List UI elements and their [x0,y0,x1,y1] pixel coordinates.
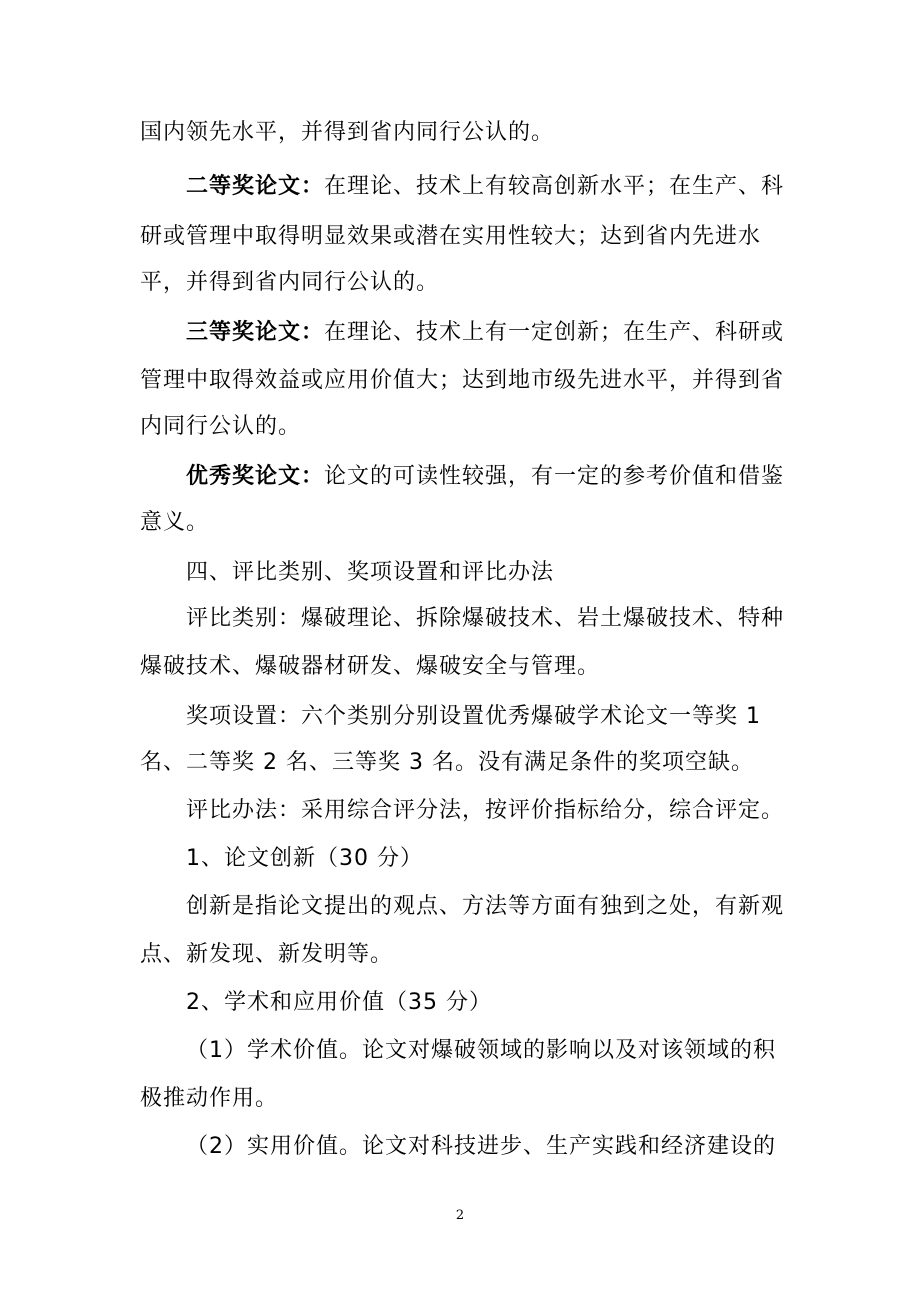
paragraph-line: 平，并得到省内同行公认的。 [140,270,440,295]
paragraph-line [186,172,784,202]
paragraph-line: 创新是指论文提出的观点、方法等方面有独到之处，有新观 [186,894,785,919]
paragraph-line: 国内领先水平，并得到省内同行公认的。 [140,120,555,145]
paragraph-line: 名、二等奖 2 名、三等奖 3 名。没有满足条件的奖项空缺。 [140,750,754,775]
paragraph-line: 意义。 [140,510,210,535]
award-heading-second: 二等奖论文： [186,174,325,199]
paragraph-line: 管理中取得效益或应用价值大；达到地市级先进水平，并得到省 [140,368,785,393]
paragraph-line: 爆破技术、爆破器材研发、爆破安全与管理。 [140,654,601,679]
award-text: 在理论、技术上有较高创新水平；在生产、科 [324,174,785,199]
section-heading: 四、评比类别、奖项设置和评比办法 [186,560,555,585]
paragraph-line: （2）实用价值。论文对科技进步、生产实践和经济建设的 [186,1134,776,1159]
award-heading-excellent: 优秀奖论文： [186,464,325,489]
subsection-heading: 2、学术和应用价值（35 分） [186,990,492,1015]
paragraph-line: （1）学术价值。论文对爆破领域的影响以及对该领域的积 [186,1038,776,1063]
paragraph-line [186,318,784,348]
award-text: 论文的可读性较强，有一定的参考价值和借鉴 [324,464,785,489]
paragraph-line: 研或管理中取得明显效果或潜在实用性较大；达到省内先进水 [140,224,762,249]
paragraph-line: 极推动作用。 [140,1086,279,1111]
paragraph-line: 内同行公认的。 [140,414,302,439]
paragraph-line: 奖项设置：六个类别分别设置优秀爆破学术论文一等奖 1 [186,704,761,729]
subsection-heading: 1、论文创新（30 分） [186,846,423,871]
paragraph-line: 评比类别：爆破理论、拆除爆破技术、岩土爆破技术、特种 [186,606,785,631]
page-number: 2 [455,1208,465,1223]
paragraph-line: 评比办法：采用综合评分法，按评价指标给分，综合评定。 [186,798,785,823]
award-text: 在理论、技术上有一定创新；在生产、科研或 [324,320,785,345]
paragraph-line [186,462,784,492]
award-heading-third: 三等奖论文： [186,320,325,345]
paragraph-line: 点、新发现、新发明等。 [140,942,394,967]
